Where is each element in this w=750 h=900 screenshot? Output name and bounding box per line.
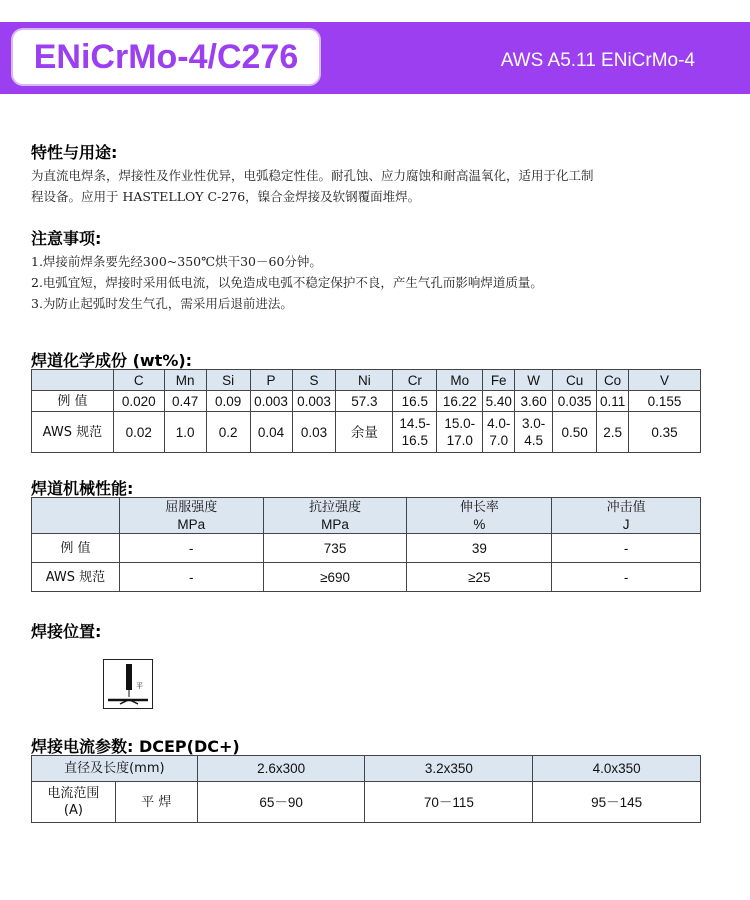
value-cell: 4.0- 7.0 — [483, 412, 515, 453]
value-cell: 2.5 — [597, 412, 629, 453]
value-cell: - — [552, 563, 701, 592]
value-cell: - — [119, 534, 263, 563]
product-title-box — [11, 28, 321, 86]
mechanical-table — [31, 497, 701, 592]
row-label-cell: AWS 规范 — [32, 563, 120, 592]
value-cell: 16.22 — [437, 391, 483, 412]
element-header-cell: Cu — [553, 370, 597, 391]
element-header-cell: Mo — [437, 370, 483, 391]
position-icon-label: 平 — [136, 682, 143, 690]
features-title: 特性与用途: — [31, 143, 118, 162]
element-header-cell: Ni — [336, 370, 393, 391]
features-line-1: 为直流电焊条，焊接性及作业性优异，电弧稳定性佳。耐孔蚀、应力腐蚀和耐高温氧化，适用于化工制 — [31, 168, 594, 183]
position-title: 焊接位置: — [31, 622, 102, 641]
element-header-cell: Si — [206, 370, 250, 391]
row-label-cell: 例 值 — [32, 534, 120, 563]
value-cell: - — [119, 563, 263, 592]
range-cell: 70－115 — [365, 782, 533, 823]
element-header-cell: W — [515, 370, 553, 391]
table-row — [32, 412, 701, 453]
table-row — [32, 391, 701, 412]
note-item: 3.为防止起弧时发生气孔，需采用后退前进法。 — [31, 296, 293, 311]
value-cell: 16.5 — [393, 391, 437, 412]
table-row — [32, 782, 701, 823]
chemistry-header-row — [32, 370, 701, 391]
value-cell: 15.0- 17.0 — [437, 412, 483, 453]
product-title: ENiCrMo-4/C276 — [33, 37, 299, 76]
features-text — [31, 165, 721, 207]
standard-label: AWS A5.11 ENiCrMo-4 — [500, 50, 695, 71]
mechanical-header-row — [32, 498, 701, 534]
notes-title: 注意事项: — [31, 229, 102, 248]
value-cell: 57.3 — [336, 391, 393, 412]
value-cell: 0.02 — [113, 412, 164, 453]
table-row — [32, 534, 701, 563]
property-header-cell: 屈服强度 MPa — [119, 498, 263, 534]
value-cell: 39 — [407, 534, 552, 563]
element-header-cell: Mn — [164, 370, 206, 391]
features-line-2: 程设备。应用于 HASTELLOY C-276，镍合金焊接及软钢覆面堆焊。 — [31, 189, 421, 204]
size-cell: 4.0x350 — [533, 756, 701, 782]
value-cell: 0.155 — [629, 391, 701, 412]
size-cell: 3.2x350 — [365, 756, 533, 782]
header-banner — [0, 22, 750, 94]
value-cell: 0.35 — [629, 412, 701, 453]
notes-section — [31, 226, 721, 314]
mechanical-title: 焊道机械性能: — [31, 479, 134, 498]
value-cell: 余量 — [336, 412, 393, 453]
value-cell: - — [552, 534, 701, 563]
current-title: 焊接电流参数: DCEP(DC+) — [31, 737, 240, 756]
element-header-cell: C — [113, 370, 164, 391]
header-corner-cell — [32, 370, 114, 391]
chemistry-section — [31, 348, 721, 371]
range-cell: 65－90 — [197, 782, 365, 823]
element-header-cell: Fe — [483, 370, 515, 391]
value-cell: 5.40 — [483, 391, 515, 412]
flat-position-icon — [103, 659, 153, 709]
value-cell: 0.2 — [206, 412, 250, 453]
element-header-cell: V — [629, 370, 701, 391]
value-cell: 3.0- 4.5 — [515, 412, 553, 453]
current-range-label — [32, 782, 116, 823]
value-cell: 0.003 — [250, 391, 292, 412]
range-cell: 95－145 — [533, 782, 701, 823]
value-cell: 0.09 — [206, 391, 250, 412]
current-range-label-line-2: (A) — [63, 803, 83, 818]
value-cell: 735 — [263, 534, 407, 563]
table-row — [32, 563, 701, 592]
element-header-cell: Co — [597, 370, 629, 391]
value-cell: 0.035 — [553, 391, 597, 412]
row-label-cell: 例 值 — [32, 391, 114, 412]
property-header-cell: 冲击值 J — [552, 498, 701, 534]
mechanical-section — [31, 476, 721, 499]
value-cell: 0.003 — [292, 391, 336, 412]
features-section — [31, 140, 721, 207]
value-cell: 0.04 — [250, 412, 292, 453]
current-range-label-line-1: 电流范围 — [47, 786, 100, 801]
property-header-cell: 抗拉强度 MPa — [263, 498, 407, 534]
note-item: 2.电弧宜短，焊接时采用低电流，以免造成电弧不稳定保护不良，产生气孔而影响焊道质量。 — [31, 275, 543, 290]
current-header-row — [32, 756, 701, 782]
value-cell: 0.03 — [292, 412, 336, 453]
chemistry-table — [31, 369, 701, 453]
current-section — [31, 734, 721, 757]
value-cell: 14.5- 16.5 — [393, 412, 437, 453]
value-cell: 0.11 — [597, 391, 629, 412]
note-item: 1.焊接前焊条要先经300~350℃烘干30－60分钟。 — [31, 254, 322, 269]
element-header-cell: S — [292, 370, 336, 391]
header-corner-cell — [32, 498, 120, 534]
element-header-cell: P — [250, 370, 292, 391]
flat-weld-icon — [104, 660, 152, 708]
element-header-cell: Cr — [393, 370, 437, 391]
value-cell: 3.60 — [515, 391, 553, 412]
notes-list — [31, 251, 721, 314]
value-cell: 0.47 — [164, 391, 206, 412]
size-cell: 2.6x300 — [197, 756, 365, 782]
position-section — [31, 619, 721, 642]
value-cell: 0.50 — [553, 412, 597, 453]
property-header-cell: 伸长率 % — [407, 498, 552, 534]
value-cell: ≥690 — [263, 563, 407, 592]
row-label-cell: AWS 规范 — [32, 412, 114, 453]
value-cell: 0.020 — [113, 391, 164, 412]
current-table — [31, 755, 701, 823]
flat-position-label: 平 焊 — [115, 782, 197, 823]
value-cell: ≥25 — [407, 563, 552, 592]
diameter-header: 直径及长度(mm) — [32, 756, 198, 782]
value-cell: 1.0 — [164, 412, 206, 453]
chemistry-title: 焊道化学成份 (wt%): — [31, 351, 193, 370]
